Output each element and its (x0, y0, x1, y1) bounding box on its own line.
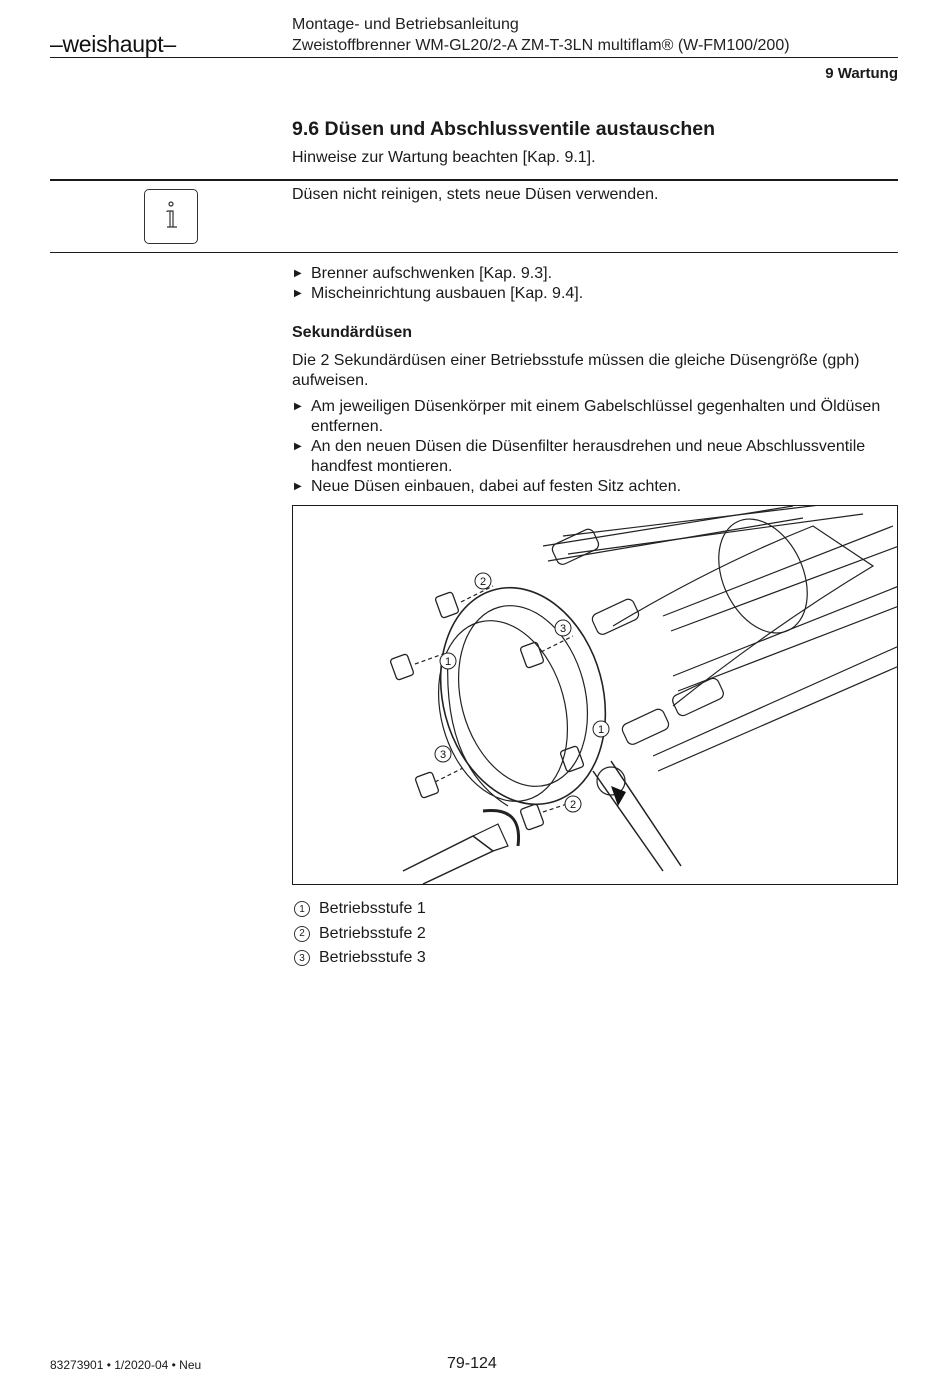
bullet-arrow-icon: ▶ (294, 481, 302, 492)
step-text: An den neuen Düsen die Düsenfilter herausdrehen und neue Abschlussventile handfest montieren. (311, 438, 866, 475)
step-text: Brenner aufschwenken [Kap. 9.3]. (311, 265, 553, 282)
footer-document-id: 83273901 • 1/2020-04 • Neu (50, 1358, 202, 1372)
legend-item (294, 922, 426, 947)
callout-3-top: 3 (559, 623, 567, 635)
legend-label: Betriebsstufe 3 (319, 949, 426, 967)
callout-2-top: 2 (479, 576, 487, 588)
list-item (292, 437, 898, 477)
legend-number: 1 (294, 901, 310, 917)
legend-label: Betriebsstufe 2 (319, 924, 426, 942)
note-divider-top (50, 179, 898, 181)
list-item (292, 264, 898, 284)
bullet-arrow-icon: ▶ (294, 268, 302, 279)
chapter-label: 9 Wartung (825, 65, 898, 82)
bullet-arrow-icon: ▶ (294, 288, 302, 299)
document-title-line1: Montage- und Betriebsanleitung (292, 16, 519, 33)
footer-page-number: 79-124 (447, 1355, 497, 1372)
list-item (292, 397, 898, 437)
callout-3-bottom: 3 (439, 749, 447, 761)
legend-label: Betriebsstufe 1 (319, 900, 426, 918)
section-intro: Hinweise zur Wartung beachten [Kap. 9.1]. (292, 149, 596, 166)
secondary-paragraph: Die 2 Sekundärdüsen einer Betriebsstufe müssen die gleiche Düsengröße (gph) aufweisen. (292, 352, 860, 389)
section-title: 9.6 Düsen und Abschlussventile austauschen (292, 118, 715, 140)
note-divider-bottom (50, 252, 898, 253)
callout-1-left: 1 (444, 656, 452, 668)
document-title-line2: Zweistoffbrenner WM-GL20/2-A ZM-T-3LN multiflam® (W-FM100/200) (292, 37, 790, 54)
callout-2-bottom: 2 (569, 799, 577, 811)
brand-logo: –weishaupt– (50, 31, 176, 57)
subheading-secondary-nozzles: Sekundärdüsen (292, 324, 413, 341)
info-icon (144, 189, 198, 244)
legend-number: 3 (294, 950, 310, 966)
bullet-arrow-icon: ▶ (294, 401, 302, 412)
step-text: Neue Düsen einbauen, dabei auf festen Sitz achten. (311, 478, 682, 495)
step-list-prep (292, 264, 898, 304)
legend-item (294, 946, 426, 971)
list-item (292, 477, 898, 497)
step-list-secondary (292, 397, 898, 497)
burner-drawing (293, 506, 898, 885)
note-text: Düsen nicht reinigen, stets neue Düsen verwenden. (292, 186, 659, 203)
legend-item (294, 897, 426, 922)
step-text: Am jeweiligen Düsenkörper mit einem Gabelschlüssel gegenhalten und Öldüsen entfernen. (311, 398, 881, 435)
document-title (292, 14, 790, 56)
header-divider (50, 57, 898, 58)
nozzle-replacement-illustration (292, 505, 898, 885)
figure-legend (294, 897, 426, 971)
step-text: Mischeinrichtung ausbauen [Kap. 9.4]. (311, 285, 584, 302)
bullet-arrow-icon: ▶ (294, 441, 302, 452)
list-item (292, 284, 898, 304)
callout-1-right: 1 (597, 724, 605, 736)
legend-number: 2 (294, 926, 310, 942)
